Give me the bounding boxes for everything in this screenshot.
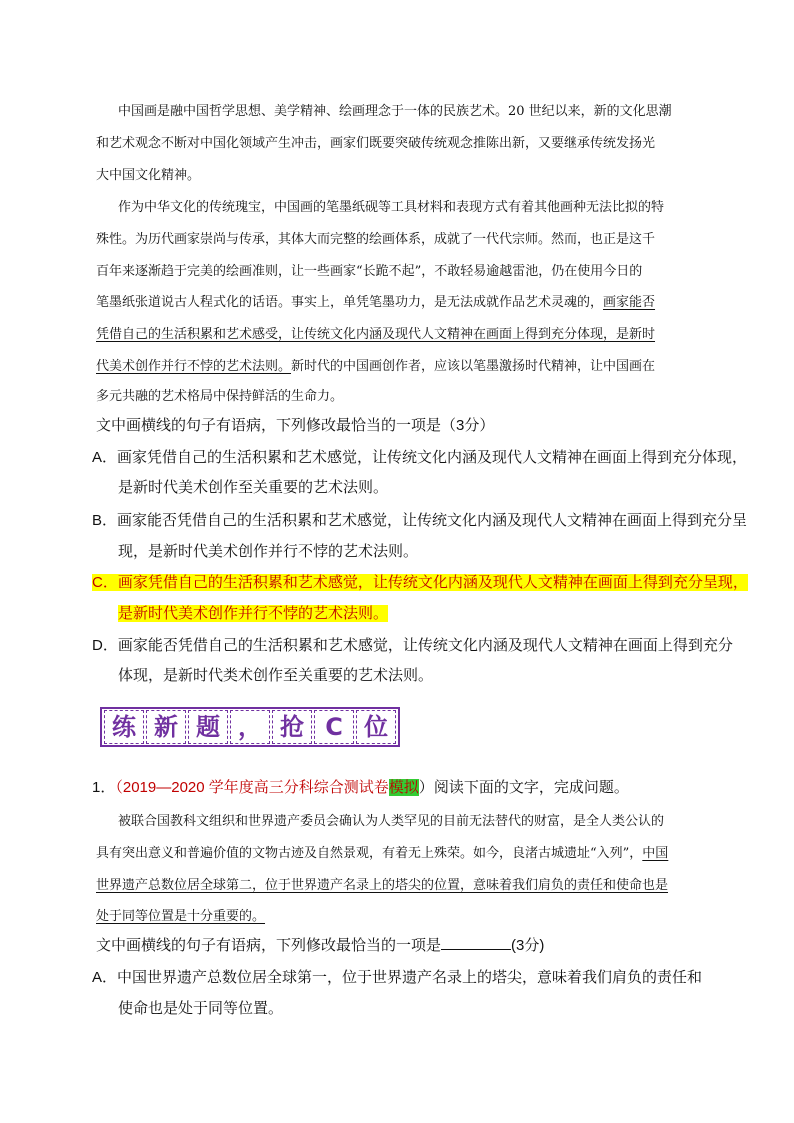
banner-char-3: 题	[188, 710, 228, 744]
question1-stem: 文中画横线的句子有语病，下列修改最恰当的一项是（3分）	[96, 417, 495, 434]
item1-underlined-start: 中国	[642, 846, 669, 861]
item1-underlined-middle: 世界遗产总数位居全球第二，位于世界遗产名录上的塔尖的位置，意味着我们肩负的责任和使命也是	[96, 878, 669, 893]
item1-source: 2019—2020 学年度高三分科综合测试卷	[122, 779, 389, 796]
passage1-line-9	[96, 355, 655, 374]
item1-underlined-end: 处于同等位置是十分重要的。	[96, 909, 266, 924]
passage1-line-4: 作为中华文化的传统瑰宝，中国画的笔墨纸砚等工具材料和表现方式有着其他画种无法比拟的特	[118, 200, 665, 215]
item1-stem	[96, 934, 544, 955]
passage1-underlined-middle: 凭借自己的生活积累和艺术感受，让传统文化内涵及现代人文精神在画面上得到充分体现，是新时	[96, 327, 656, 342]
passage1-underlined-start: 画家能否	[603, 295, 656, 310]
passage1-underlined-end: 代美术创作并行不悖的艺术法则。	[96, 359, 292, 374]
question1-option-a-line-2: 是新时代美术创作至关重要的艺术法则。	[118, 479, 389, 496]
passage1-line-2: 和艺术观念不断对中国化领域产生冲击，画家们既要突破传统观念推陈出新，又要继承传统发扬光	[96, 136, 656, 151]
question1-option-d-line-2: 体现，是新时代类术创作至关重要的艺术法则。	[118, 667, 434, 684]
question1-option-a-line-1: A．画家凭借自己的生活积累和艺术感觉，让传统文化内涵及现代人文精神在画面上得到充分体现，	[92, 449, 748, 466]
question1-option-d-line-1: D．画家能否凭借自己的生活积累和艺术感觉，让传统文化内涵及现代人文精神在画面上得到充分	[92, 637, 733, 654]
question1-option-c-line-1: C．画家凭借自己的生活积累和艺术感觉，让传统文化内涵及现代人文精神在画面上得到充分呈现，	[92, 574, 748, 591]
question1-option-c	[92, 571, 748, 592]
item1-stem-score: (3分)	[511, 937, 545, 954]
section-banner	[100, 707, 400, 747]
item1-source-open: （	[115, 779, 123, 796]
item1-header	[92, 776, 629, 797]
banner-char-7: 位	[356, 710, 396, 744]
passage1-line-7	[96, 291, 655, 310]
passage1-line-9-rest: 新时代的中国画创作者，应该以笔墨激扬时代精神，让中国画在	[291, 359, 656, 374]
passage1-line-5: 殊性。为历代画家崇尚与传承，其体大而完整的绘画体系，成就了一代代宗师。然而，也正是这千	[96, 232, 656, 247]
item1-passage-line-2-text: 具有突出意义和普遍价值的文物古迹及自然景观，有着无上殊荣。如今，良渚古城遗址“入列”，	[96, 846, 643, 861]
question1-option-b-line-2: 现，是新时代美术创作并行不悖的艺术法则。	[118, 543, 419, 560]
question1-option-b-line-1: B．画家能否凭借自己的生活积累和艺术感觉，让传统文化内涵及现代人文精神在画面上得到充分呈	[92, 512, 748, 529]
question1-option-c-line-2: 是新时代美术创作并行不悖的艺术法则。	[118, 605, 389, 622]
passage1-line-1: 中国画是融中国哲学思想、美学精神、绘画理念于一体的民族艺术。20 世纪以来，新的文化思潮	[118, 104, 672, 119]
item1-source-close: ）	[418, 779, 434, 796]
item1-option-a-line-1: A．中国世界遗产总数位居全球第一，位于世界遗产名录上的塔尖，意味着我们肩负的责任和	[92, 969, 703, 986]
passage1-line-10: 多元共融的艺术格局中保持鲜活的生命力。	[96, 389, 344, 404]
banner-char-4: ，	[230, 710, 270, 744]
item1-source-tag: 模拟	[388, 779, 419, 796]
banner-char-6: C	[314, 710, 354, 744]
item1-stem-text: 文中画横线的句子有语病，下列修改最恰当的一项是	[96, 937, 442, 954]
passage1-line-7-text: 笔墨纸张道说古人程式化的话语。事实上，单凭笔墨功力，是无法成就作品艺术灵魂的，	[96, 295, 604, 310]
item1-number: 1．	[92, 779, 116, 796]
banner-char-5: 抢	[272, 710, 312, 744]
question1-option-c-cont	[118, 602, 388, 623]
item1-option-a-line-2: 使命也是处于同等位置。	[118, 1000, 284, 1017]
passage1-line-6: 百年来逐渐趋于完美的绘画准则，让一些画家“长跪不起”，不敢轻易逾越雷池，仍在使用今日的	[96, 264, 643, 279]
answer-blank	[441, 935, 511, 950]
item1-instruction: 阅读下面的文字，完成问题。	[433, 779, 629, 796]
item1-passage-line-2	[96, 842, 668, 861]
banner-char-2: 新	[146, 710, 186, 744]
passage1-line-3: 大中国文化精神。	[96, 168, 201, 183]
banner-char-1: 练	[104, 710, 144, 744]
item1-passage-line-1: 被联合国教科文组织和世界遗产委员会确认为人类罕见的目前无法替代的财富，是全人类公认的	[118, 814, 665, 829]
